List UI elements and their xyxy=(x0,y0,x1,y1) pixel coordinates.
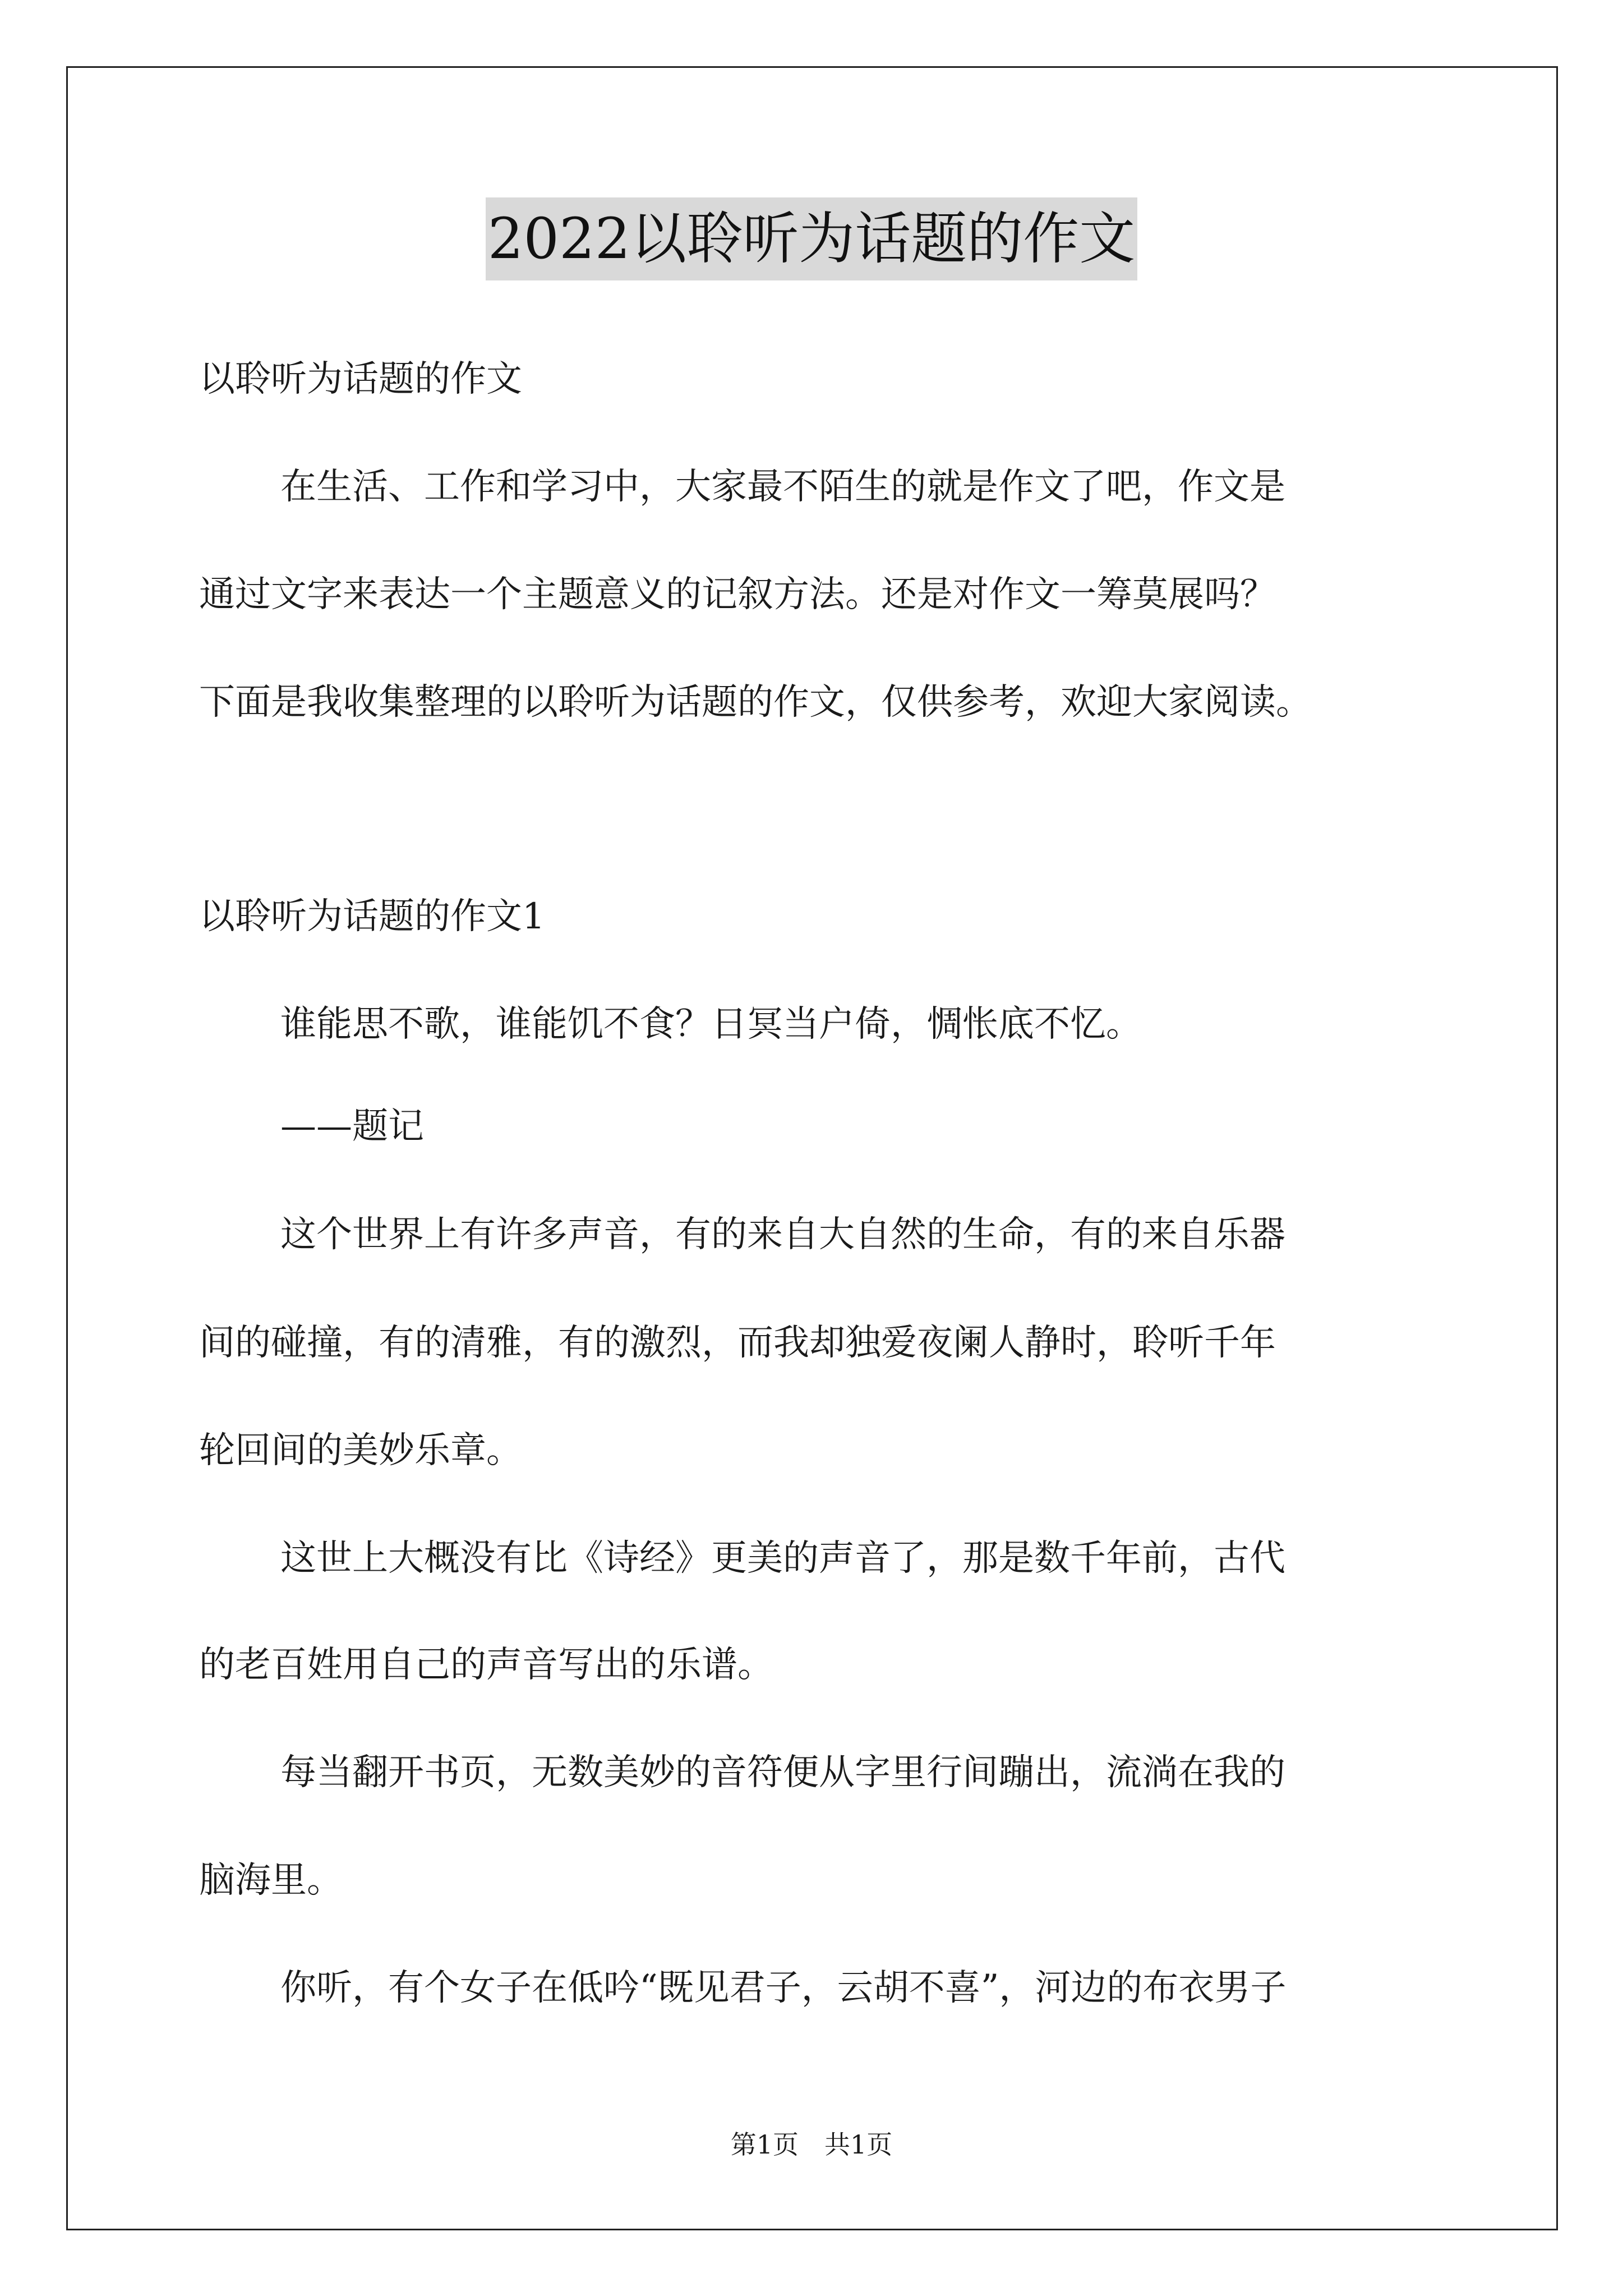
paragraph-line: 这世上大概没有比《诗经》更美的声音了，那是数千年前，古代 xyxy=(280,1538,1285,1579)
section-heading: 以聆听为话题的作文1 xyxy=(199,896,545,937)
paragraph-line: 脑海里。 xyxy=(199,1860,343,1901)
paragraph-line: 你听，有个女子在低吟“既见君子，云胡不喜”，河边的布衣男子 xyxy=(280,1967,1287,2009)
title-container xyxy=(0,197,1623,280)
paragraph-line: 下面是我收集整理的以聆听为话题的作文，仅供参考，欢迎大家阅读。 xyxy=(199,682,1312,723)
paragraph-line: 每当翻开书页，无数美妙的音符便从字里行间蹦出，流淌在我的 xyxy=(280,1752,1285,1793)
page-footer: 第1页 共1页 xyxy=(730,2129,893,2160)
paragraph-line: 间的碰撞，有的清雅，有的激烈，而我却独爱夜阑人静时，聆听千年 xyxy=(199,1322,1276,1364)
subtitle-line: 以聆听为话题的作文 xyxy=(199,358,522,400)
paragraph-line: ——题记 xyxy=(280,1106,424,1147)
paragraph-line: 谁能思不歌，谁能饥不食？日冥当户倚，惆怅底不忆。 xyxy=(280,1004,1142,1045)
paragraph-line: 轮回间的美妙乐章。 xyxy=(199,1430,522,1471)
paragraph-line: 这个世界上有许多声音，有的来自大自然的生命，有的来自乐器 xyxy=(280,1214,1285,1255)
paragraph-line: 通过文字来表达一个主题意义的记叙方法。还是对作文一筹莫展吗？ xyxy=(199,574,1276,615)
document-title: 2022以聆听为话题的作文 xyxy=(486,197,1138,280)
paragraph-line: 在生活、工作和学习中，大家最不陌生的就是作文了吧，作文是 xyxy=(280,466,1285,508)
paragraph-line: 的老百姓用自己的声音写出的乐谱。 xyxy=(199,1644,773,1686)
